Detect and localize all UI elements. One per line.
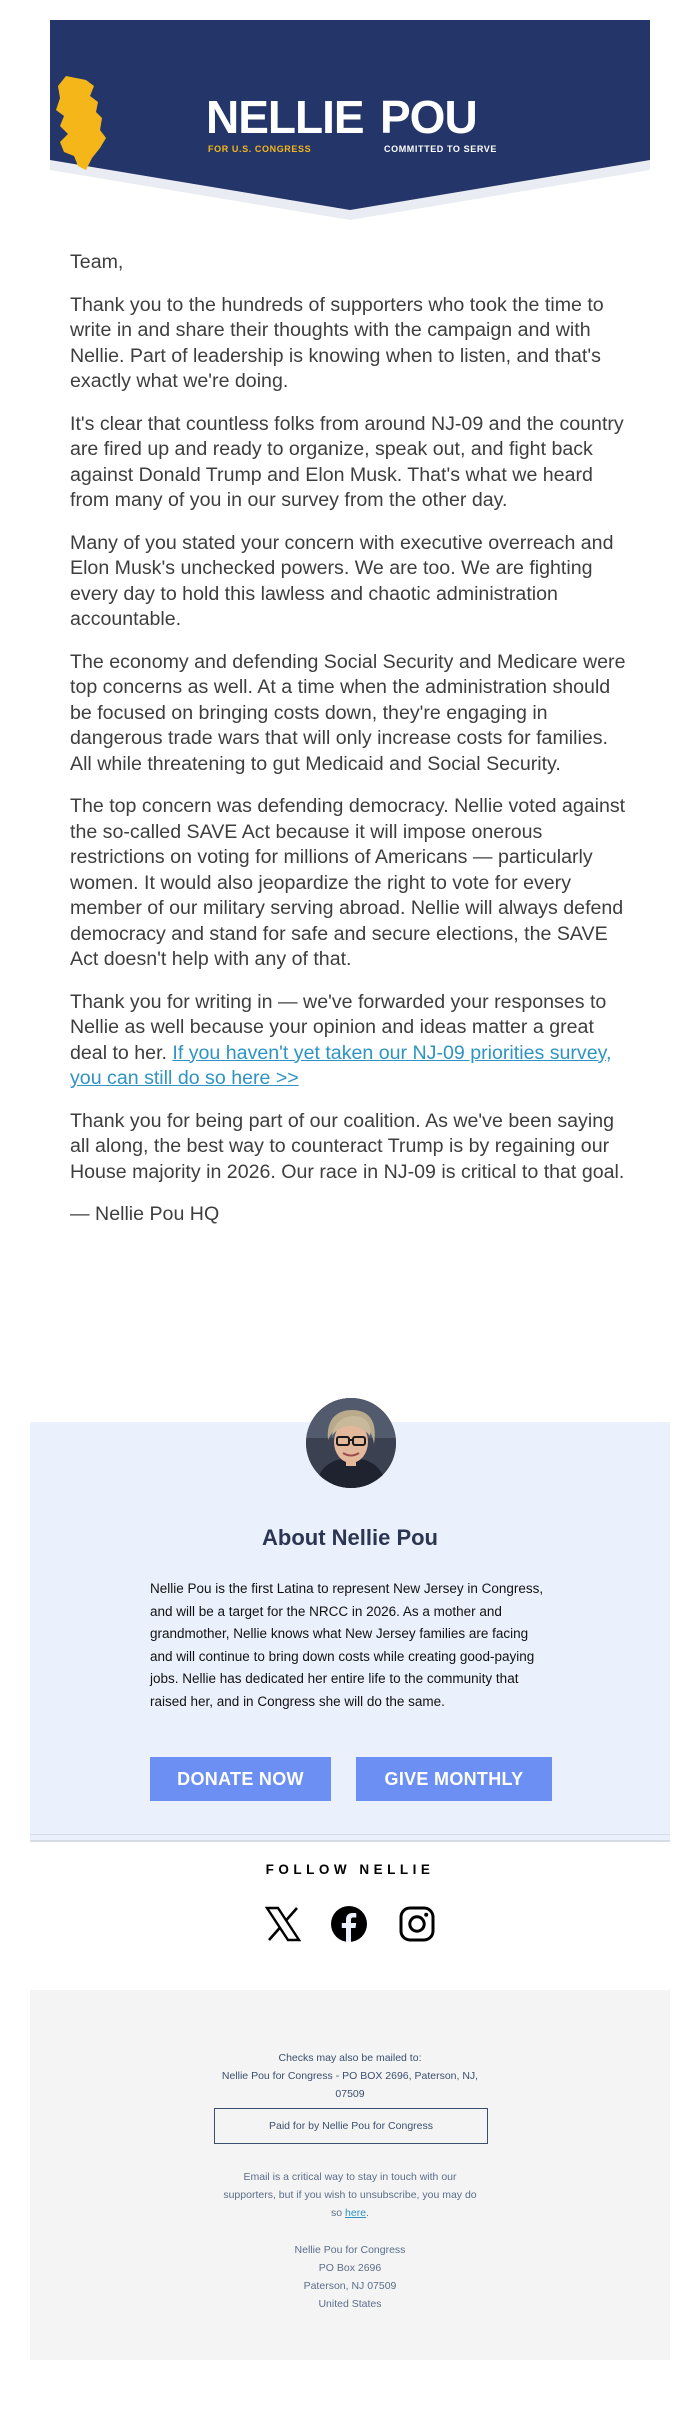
- new-jersey-state-icon: [50, 76, 112, 172]
- checks-line-1: Checks may also be mailed to:: [278, 2052, 422, 2064]
- paid-for-disclaimer: Paid for by Nellie Pou for Congress: [214, 2108, 488, 2144]
- checks-line-2: Nellie Pou for Congress - PO BOX 2696, Paterson, NJ,: [221, 2070, 479, 2082]
- paragraph-4: The economy and defending Social Security and Medicare were top concerns as well. At a time when the administration should be focused on bringing costs down, they're engaging in dangerous trade wars that will only increase costs for families. All while threatening to gut Medicaid and Social Security.: [70, 650, 626, 775]
- address-box: PO Box 2696: [318, 2262, 382, 2274]
- unsubscribe-note: [220, 2168, 480, 2222]
- unsubscribe-text: Email is a critical way to stay in touch with our supporters, but if you wish to unsubscribe, you may do so: [223, 2171, 477, 2219]
- address-name: Nellie Pou for Congress: [294, 2244, 406, 2256]
- address-country: United States: [318, 2298, 382, 2310]
- section-divider: [30, 1834, 670, 1835]
- signoff: — Nellie Pou HQ: [70, 1203, 220, 1225]
- paragraph-7: Thank you for being part of our coalition. As we've been saying all along, the best way to counteract Trump is by regaining our House majority in 2026. Our race in NJ-09 is critical to that goal.: [70, 1109, 625, 1183]
- letter-body: [70, 250, 630, 1245]
- greeting: Team,: [70, 251, 124, 273]
- logo-tagline-left: FOR U.S. CONGRESS: [208, 144, 312, 154]
- address-city: Paterson, NJ 07509: [303, 2280, 397, 2292]
- logo-last-name: POU: [380, 91, 477, 143]
- logo-tagline-right: COMMITTED TO SERVE: [384, 144, 497, 154]
- about-title: About Nellie Pou: [262, 1525, 438, 1550]
- header-banner: [50, 20, 650, 220]
- paragraph-2: It's clear that countless folks from around NJ-09 and the country are fired up and ready to organize, speak out, and fight back against Donald Trump and Elon Musk. That's what we heard from many of you in our survey from the other day.: [70, 412, 624, 511]
- facebook-icon[interactable]: [331, 1906, 367, 1942]
- checks-line-3: 07509: [335, 2088, 365, 2100]
- checks-mailing-note: [30, 2049, 670, 2103]
- paragraph-6: [70, 990, 630, 1092]
- unsubscribe-link[interactable]: here: [345, 2207, 367, 2219]
- paragraph-5: The top concern was defending democracy. Nellie voted against the so-called SAVE Act because it will impose onerous restrictions on voting for millions of Americans — particularly women. It would also jeopardize the right to vote for every member of our military serving abroad. Nellie will always defend democracy and stand for safe and secure elections, the SAVE Act doesn't help with any of that.: [70, 795, 626, 970]
- avatar: [306, 1398, 396, 1488]
- instagram-icon[interactable]: [399, 1906, 435, 1942]
- mailing-address: [30, 2241, 670, 2313]
- give-monthly-button[interactable]: GIVE MONTHLY: [356, 1757, 552, 1801]
- paragraph-1: Thank you to the hundreds of supporters who took the time to write in and share their thoughts with the campaign and with Nellie. Part of leadership is knowing when to listen, and that's exactly what we're doing.: [70, 293, 604, 392]
- paragraph-3: Many of you stated your concern with executive overreach and Elon Musk's unchecked powers. We are too. We are fighting every day to hold this lawless and chaotic administration accountable.: [70, 531, 614, 630]
- paragraph-6-text: Thank you for writing in — we've forwarded your responses to Nellie as well because your opinion and ideas matter a great deal to her.: [70, 990, 607, 1064]
- about-description: Nellie Pou is the first Latina to represent New Jersey in Congress, and will be a target for the NRCC in 2026. As a mother and grandmother, Nellie knows what New Jersey families are facing and will continue to bring down costs while creating good-paying jobs. Nellie has dedicated her entire life to the community that raised her, and in Congress she will do the same.: [150, 1581, 544, 1709]
- survey-link[interactable]: If you haven't yet taken our NJ-09 priorities survey, you can still do so here >>: [70, 1041, 612, 1089]
- logo-first-name: NELLIE: [206, 91, 364, 143]
- follow-heading: FOLLOW NELLIE: [265, 1862, 435, 1877]
- donate-now-button[interactable]: DONATE NOW: [150, 1757, 331, 1801]
- unsubscribe-end: .: [366, 2207, 369, 2219]
- campaign-logo: [50, 76, 650, 176]
- x-icon[interactable]: [265, 1906, 301, 1942]
